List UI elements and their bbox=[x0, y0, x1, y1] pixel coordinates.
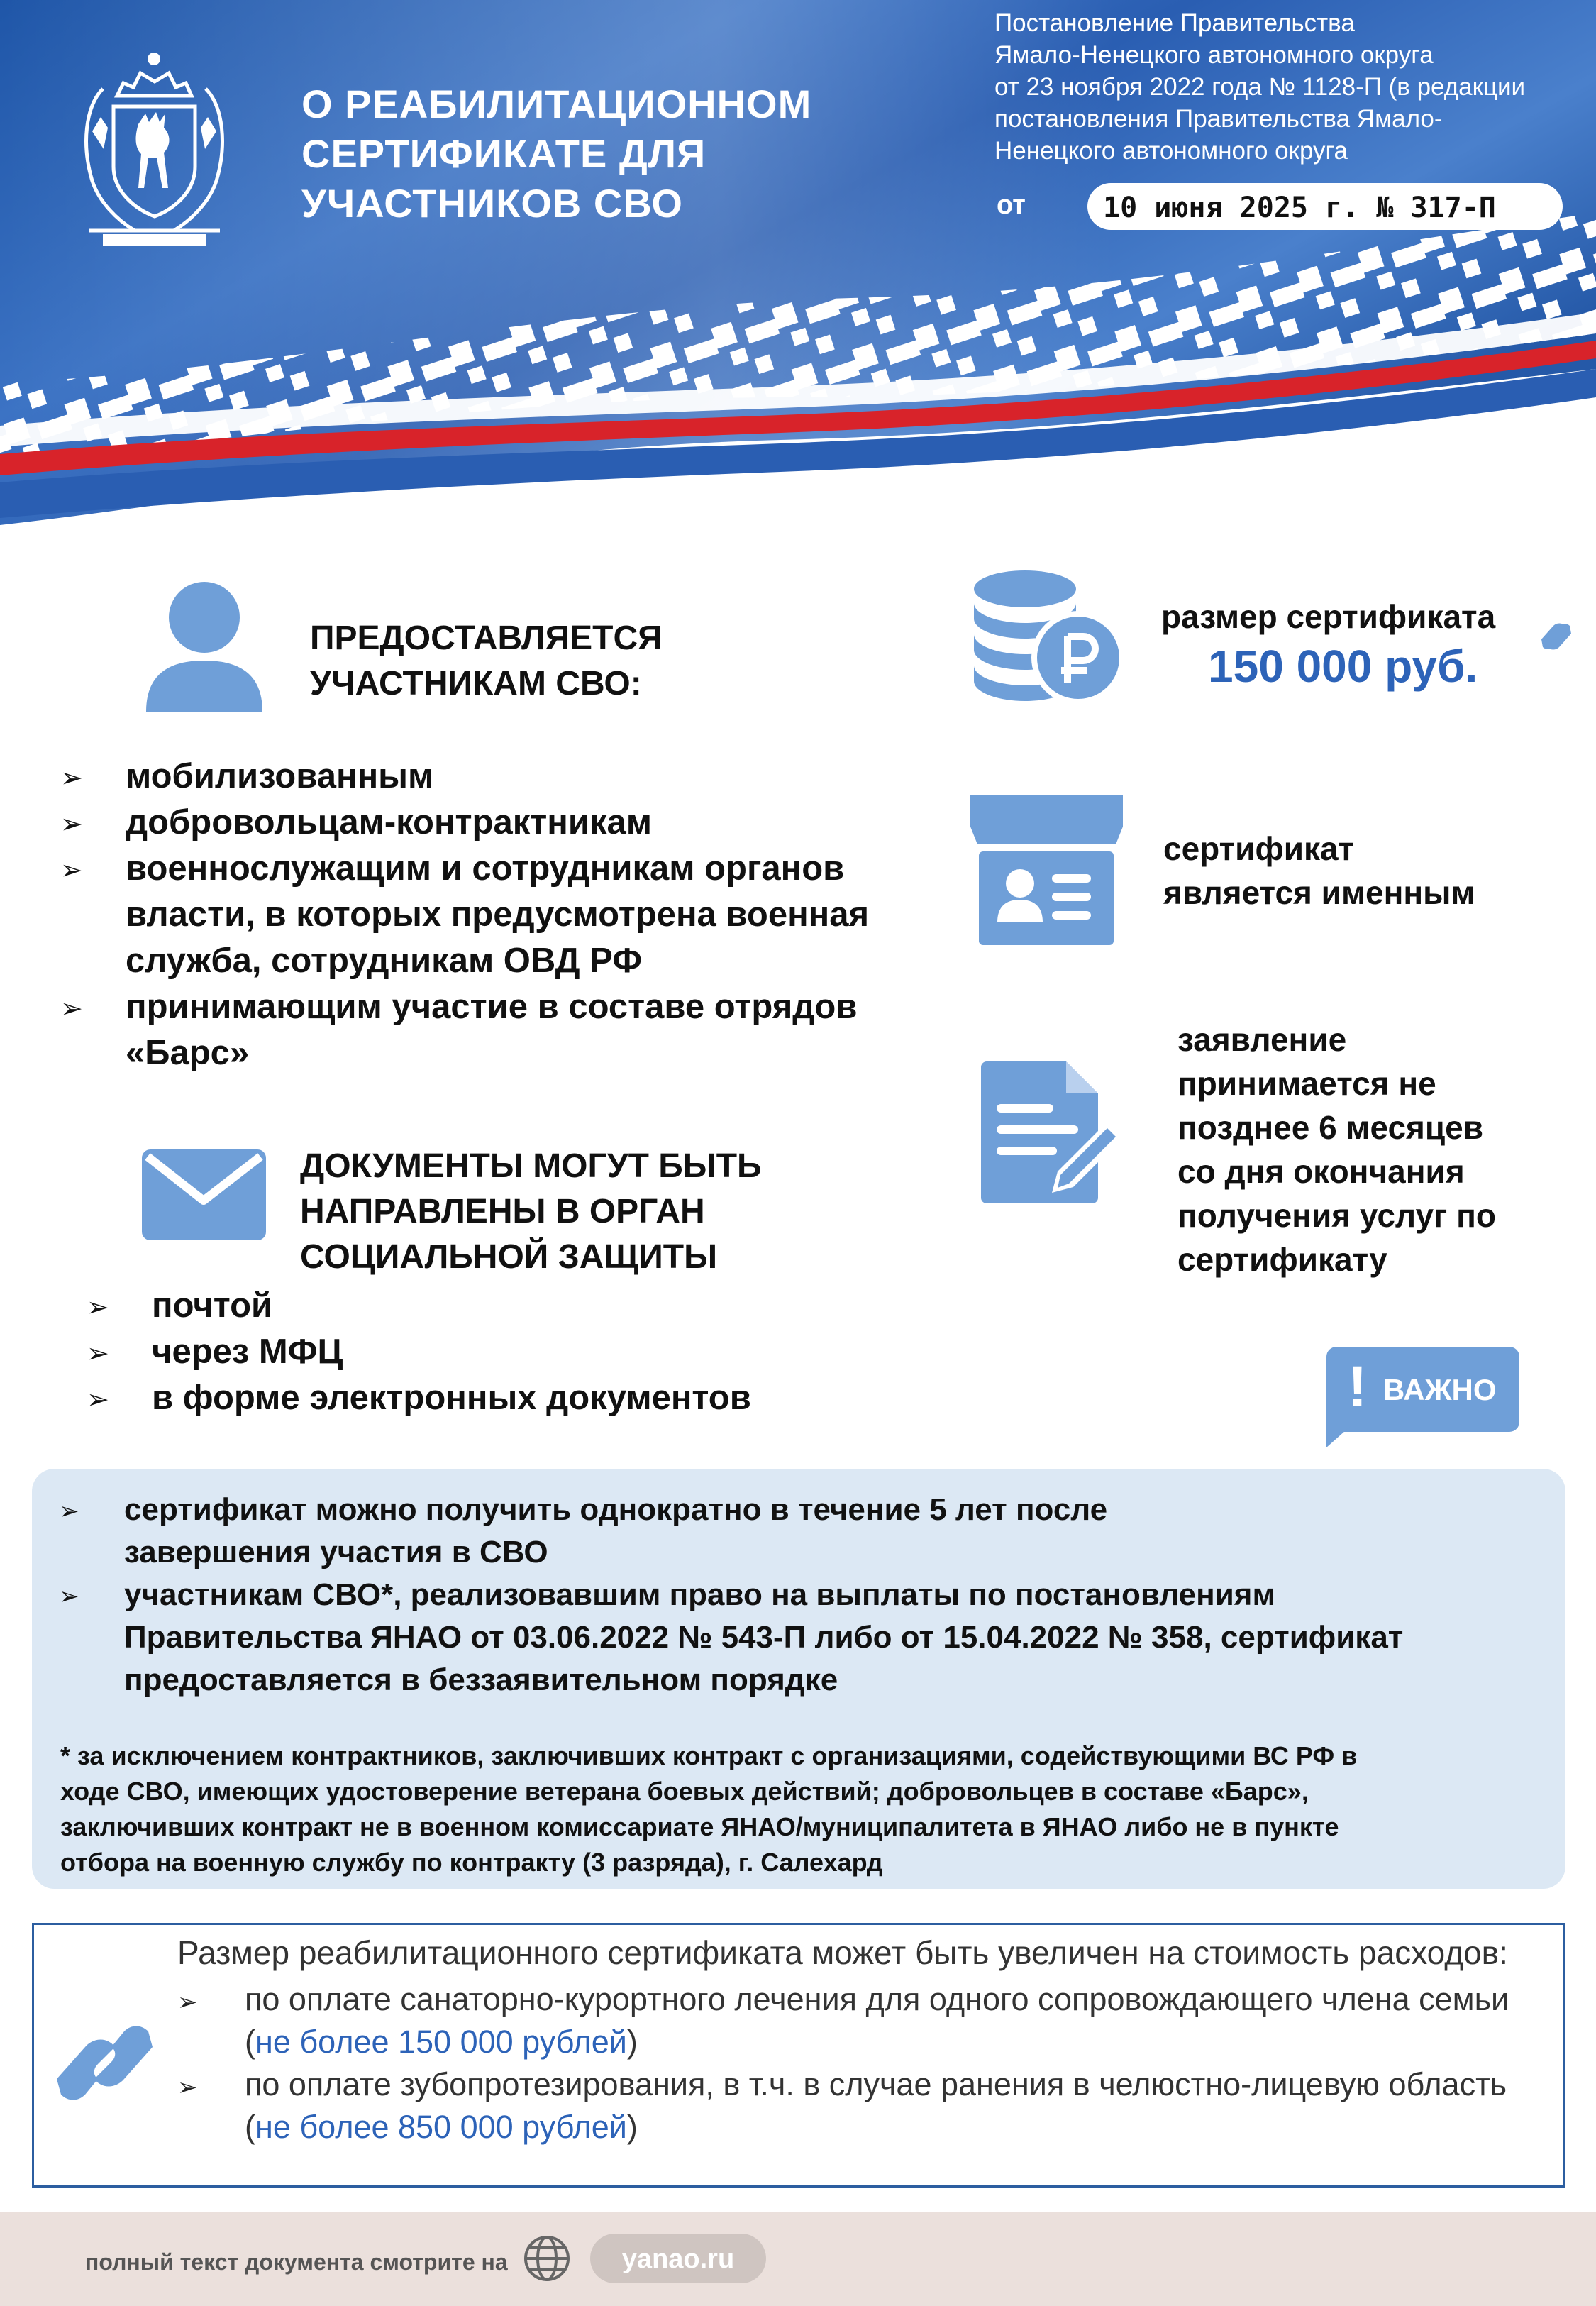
list-item-line: участникам СВО*, реализовавшим право на выплаты по постановлениям bbox=[124, 1577, 1275, 1612]
emblem-icon bbox=[74, 46, 234, 252]
documents-list bbox=[87, 1283, 867, 1421]
text-line: принимается не bbox=[1177, 1065, 1436, 1102]
list-item-line: военнослужащим и сотрудникам органов bbox=[126, 849, 845, 888]
text-line: заявление bbox=[1177, 1021, 1347, 1058]
text-line: является именным bbox=[1163, 874, 1475, 911]
list-item-line: сертификат можно получить однократно в течение 5 лет после bbox=[124, 1492, 1108, 1527]
id-card-icon bbox=[970, 795, 1123, 945]
list-item bbox=[60, 800, 947, 846]
paren-close: ) bbox=[626, 2024, 638, 2060]
heading-line: ДОКУМЕНТЫ МОГУТ БЫТЬ bbox=[300, 1147, 762, 1185]
footnote bbox=[60, 1738, 1536, 1880]
increase-list bbox=[177, 1978, 1561, 2148]
important-list bbox=[32, 1489, 1557, 1701]
list-item-line: предоставляется в беззаявительном порядке bbox=[124, 1662, 838, 1697]
list-item-limit bbox=[245, 2021, 1561, 2063]
limit-value: не более 850 000 рублей bbox=[255, 2109, 627, 2145]
resolution-line: Ямало-Ненецкого автономного округа bbox=[994, 41, 1434, 69]
heading-line: НАПРАВЛЕНЫ В ОРГАН bbox=[300, 1193, 705, 1230]
list-item-line: в форме электронных документов bbox=[152, 1379, 751, 1417]
title-line: УЧАСТНИКОВ СВО bbox=[301, 181, 683, 226]
title-line: О РЕАБИЛИТАЦИОННОМ bbox=[301, 82, 812, 126]
certificate-named bbox=[1163, 827, 1475, 915]
text-line: со дня окончания bbox=[1177, 1153, 1465, 1190]
recipients-list bbox=[60, 754, 947, 1076]
arrow-bullet-icon: ➢ bbox=[60, 808, 83, 839]
list-item bbox=[177, 2063, 1561, 2148]
list-item-line: принимающим участие в составе отрядов bbox=[126, 988, 858, 1026]
limit-value: не более 150 000 рублей bbox=[255, 2024, 627, 2060]
globe-icon bbox=[523, 2235, 570, 2282]
application-deadline bbox=[1177, 1017, 1496, 1281]
arrow-bullet-icon: ➢ bbox=[59, 1582, 79, 1611]
footnote-line: заключивших контракт не в военном комиссариате ЯНАО/муниципалитета в ЯНАО либо не в пункте bbox=[60, 1812, 1339, 1841]
list-item bbox=[60, 984, 947, 1076]
list-item-line: служба, сотрудникам ОВД РФ bbox=[126, 942, 643, 980]
exclamation-icon: ! bbox=[1348, 1355, 1368, 1419]
handshake-icon bbox=[1534, 614, 1578, 659]
envelope-icon bbox=[142, 1149, 266, 1240]
list-item-line: Правительства ЯНАО от 03.06.2022 № 543-П либо от 15.04.2022 № 358, сертификат bbox=[124, 1620, 1404, 1655]
list-item bbox=[32, 1574, 1557, 1701]
text-line: сертификату bbox=[1177, 1241, 1387, 1278]
arrow-bullet-icon: ➢ bbox=[60, 762, 83, 793]
footnote-line: ходе СВО, имеющих удостоверение ветерана боевых действий; добровольцев в составе «Барс», bbox=[60, 1777, 1309, 1806]
arrow-bullet-icon: ➢ bbox=[60, 854, 83, 886]
recipients-heading bbox=[310, 616, 663, 707]
text-line: сертификат bbox=[1163, 830, 1355, 867]
list-item-line: власти, в которых предусмотрена военная bbox=[126, 895, 870, 934]
list-item-line: завершения участия в СВО bbox=[124, 1535, 548, 1569]
important-label: ВАЖНО bbox=[1383, 1373, 1497, 1406]
certificate-size-value: 150 000 руб. bbox=[1208, 641, 1478, 692]
list-item-limit bbox=[245, 2106, 1561, 2148]
heading-line: СОЦИАЛЬНОЙ ЗАЩИТЫ bbox=[300, 1238, 718, 1276]
title-line: СЕРТИФИКАТЕ ДЛЯ bbox=[301, 131, 706, 176]
header-banner bbox=[0, 0, 1596, 539]
resolution-line: от 23 ноября 2022 года № 1128-П (в редакции bbox=[994, 73, 1526, 101]
certificate-size-label: размер сертификата bbox=[1161, 598, 1496, 635]
footer-text: полный текст документа смотрите на bbox=[85, 2249, 508, 2275]
resolution-line: постановления Правительства Ямало- bbox=[994, 105, 1443, 133]
paren-open: ( bbox=[245, 2024, 255, 2060]
paren-close: ) bbox=[626, 2109, 638, 2145]
heading-line: УЧАСТНИКАМ СВО: bbox=[310, 665, 642, 702]
list-item-line: «Барс» bbox=[126, 1034, 250, 1072]
resolution-reference bbox=[994, 7, 1583, 167]
arrow-bullet-icon: ➢ bbox=[87, 1291, 109, 1323]
resolution-line: Ненецкого автономного округа bbox=[994, 137, 1348, 165]
text-line: позднее 6 месяцев bbox=[1177, 1109, 1484, 1146]
resolution-line: Постановление Правительства bbox=[994, 9, 1355, 37]
arrow-bullet-icon: ➢ bbox=[87, 1384, 109, 1415]
list-item bbox=[32, 1489, 1557, 1574]
list-item bbox=[87, 1375, 867, 1421]
text-line: получения услуг по bbox=[1177, 1197, 1496, 1234]
date-label: от bbox=[997, 190, 1026, 220]
list-item-line: по оплате зубопротезирования, в т.ч. в случае ранения в челюстно-лицевую область bbox=[245, 2066, 1507, 2102]
footnote-line: * за исключением контрактников, заключивших контракт с организациями, содействующими ВС РФ в bbox=[60, 1741, 1358, 1770]
paren-open: ( bbox=[245, 2109, 255, 2145]
list-item-line: по оплате санаторно-курортного лечения для одного сопровождающего члена семьи bbox=[245, 1981, 1509, 2017]
arrow-bullet-icon: ➢ bbox=[177, 2073, 198, 2102]
increase-intro: Размер реабилитационного сертификата может быть увеличен на стоимость расходов: bbox=[177, 1934, 1508, 1971]
handshake-icon bbox=[53, 2015, 156, 2111]
important-badge-tail bbox=[1326, 1419, 1358, 1447]
list-item-line: почтой bbox=[152, 1286, 273, 1325]
footnote-line: отбора на военную службу по контракту (3 разряда), г. Салехард bbox=[60, 1848, 883, 1877]
list-item bbox=[177, 1978, 1561, 2063]
page-title bbox=[301, 79, 869, 228]
list-item bbox=[60, 846, 947, 984]
heading-line: ПРЕДОСТАВЛЯЕТСЯ bbox=[310, 619, 663, 657]
list-item-line: мобилизованным bbox=[126, 757, 434, 795]
arrow-bullet-icon: ➢ bbox=[60, 993, 83, 1024]
list-item bbox=[87, 1329, 867, 1375]
arrow-bullet-icon: ➢ bbox=[59, 1497, 79, 1526]
arrow-bullet-icon: ➢ bbox=[87, 1337, 109, 1369]
coins-ruble-icon bbox=[972, 569, 1126, 705]
list-item bbox=[60, 754, 947, 800]
date-value: 10 июня 2025 г. № 317-П bbox=[1103, 192, 1496, 224]
website-link[interactable]: yanao.ru bbox=[621, 2244, 735, 2274]
document-pen-icon bbox=[981, 1061, 1121, 1203]
arrow-bullet-icon: ➢ bbox=[177, 1988, 198, 2017]
documents-heading bbox=[300, 1144, 762, 1280]
list-item-line: через МФЦ bbox=[152, 1333, 343, 1371]
list-item-line: добровольцам-контрактникам bbox=[126, 803, 652, 842]
person-icon bbox=[140, 580, 268, 712]
list-item bbox=[87, 1283, 867, 1329]
